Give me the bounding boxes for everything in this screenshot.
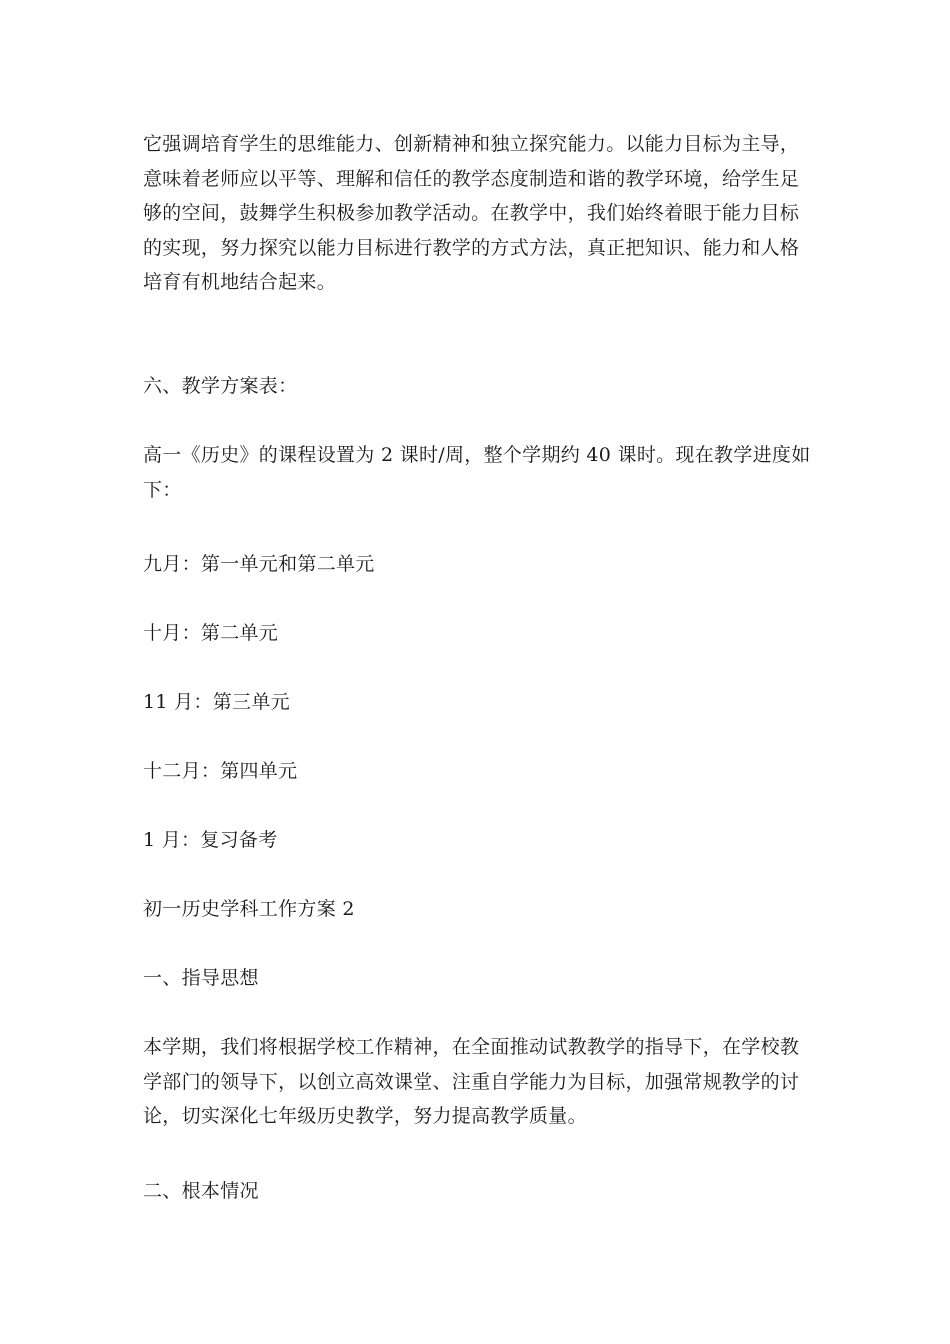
schedule-item-october xyxy=(143,616,813,651)
section-heading-two xyxy=(143,1174,813,1209)
section-heading-six xyxy=(143,369,813,404)
text-line: 够的空间，鼓舞学生积极参加教学活动。在教学中，我们始终着眼于能力目标 xyxy=(143,202,800,224)
text-line: 十月：第二单元 xyxy=(143,622,279,644)
schedule-item-january xyxy=(143,823,813,858)
text-line: 二、根本情况 xyxy=(143,1180,259,1202)
text-line: 它强调培育学生的思维能力、创新精神和独立探究能力。以能力目标为主导， xyxy=(143,133,800,155)
text-line: 下： xyxy=(143,478,182,501)
text-line: 本学期，我们将根据学校工作精神，在全面推动试教教学的指导下，在学校教 xyxy=(143,1036,800,1058)
text-line: 十二月：第四单元 xyxy=(143,760,298,782)
schedule-item-september xyxy=(143,547,813,582)
text-line: 高一《历史》的课程设置为 2 课时/周，整个学期约 40 课时。现在教学进度如 xyxy=(143,444,811,466)
text-line: 的实现，努力探究以能力目标进行教学的方式方法，真正把知识、能力和人格 xyxy=(143,236,800,259)
section-heading-one xyxy=(143,961,813,996)
text-line: 意味着老师应以平等、理解和信任的教学态度制造和谐的教学环境，给学生足 xyxy=(143,167,800,190)
schedule-item-november xyxy=(143,685,813,720)
text-line: 一、指导思想 xyxy=(143,967,259,989)
paragraph-course-setting xyxy=(143,438,813,507)
text-line: 培育有机地结合起来。 xyxy=(143,271,337,293)
document-title-plan-2 xyxy=(143,892,813,927)
text-line: 1 月：复习备考 xyxy=(143,829,278,851)
text-line: 初一历史学科工作方案 2 xyxy=(143,898,355,920)
text-line: 九月：第一单元和第二单元 xyxy=(143,553,375,575)
paragraph-ability-goal xyxy=(143,127,813,300)
text-line: 11 月：第三单元 xyxy=(143,691,290,713)
text-line: 学部门的领导下，以创立高效课堂、注重自学能力为目标，加强常规教学的讨 xyxy=(143,1070,800,1093)
text-line: 论，切实深化七年级历史教学，努力提高教学质量。 xyxy=(143,1105,587,1127)
paragraph-guiding-thought xyxy=(143,1030,813,1134)
text-line: 六、教学方案表： xyxy=(143,375,298,397)
schedule-item-december xyxy=(143,754,813,789)
